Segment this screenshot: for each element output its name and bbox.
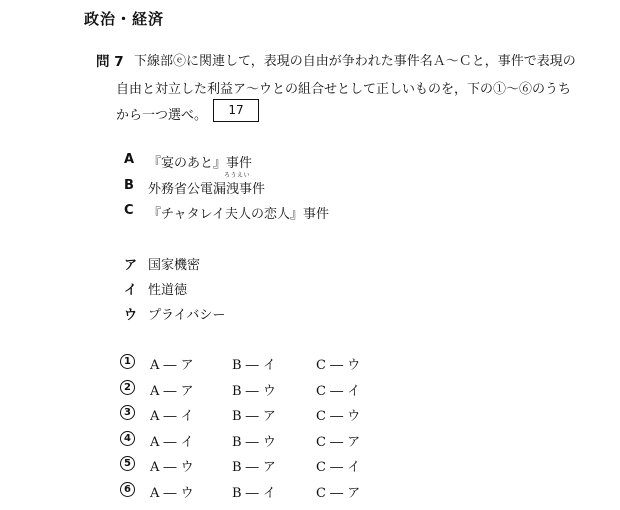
choice-6[interactable]	[120, 482, 380, 502]
choice-number: 5	[120, 456, 135, 471]
interest-key: ア	[124, 258, 138, 273]
question-text-line-2: 自由と対立した利益ア～ウとの組合せとして正しいものを，下の①～⑥のうち	[116, 82, 572, 97]
case-ruby: ろうえい	[224, 172, 251, 179]
choice-1[interactable]	[120, 354, 380, 374]
pair-a: A ― ア	[150, 358, 194, 373]
interest-key: ウ	[124, 308, 138, 323]
case-text: 『宴のあと』事件	[148, 156, 253, 171]
pair-b: B ― ウ	[232, 435, 276, 450]
pair-b: B ― ウ	[232, 384, 276, 399]
pair-c: C ― イ	[316, 384, 361, 399]
question-text-line-1: 下線部ⓔに関連して，表現の自由が争われた事件名Ａ～Ｃと，事件で表現の	[134, 54, 576, 69]
question-text-line-3: から一つ選べ。	[116, 108, 208, 123]
pair-c: C ― ウ	[316, 358, 361, 373]
choice-5[interactable]	[120, 456, 380, 476]
pair-a: A ― ウ	[150, 486, 194, 501]
case-text: 外務省公電漏洩事件	[148, 182, 266, 197]
choice-2[interactable]	[120, 380, 380, 400]
interest-text: 国家機密	[148, 258, 201, 273]
choice-number: 4	[120, 431, 135, 446]
interest-key: イ	[124, 283, 138, 298]
question-number: 問 7	[96, 54, 124, 70]
choice-number: 3	[120, 405, 135, 420]
pair-b: B ― イ	[232, 486, 276, 501]
choice-number: 2	[120, 380, 135, 395]
pair-c: C ― ア	[316, 486, 361, 501]
pair-a: A ― イ	[150, 409, 194, 424]
interest-text: プライバシー	[148, 308, 226, 323]
case-key: C	[124, 203, 134, 218]
pair-a: A ― ア	[150, 384, 194, 399]
answer-box[interactable]: 17	[213, 99, 259, 122]
pair-a: A ― イ	[150, 435, 194, 450]
pair-c: C ― イ	[316, 460, 361, 475]
case-key: B	[124, 178, 134, 193]
choice-3[interactable]	[120, 405, 380, 425]
pair-b: B ― ア	[232, 409, 276, 424]
case-key: A	[124, 152, 135, 167]
choice-4[interactable]	[120, 431, 380, 451]
pair-c: C ― ア	[316, 435, 361, 450]
pair-c: C ― ウ	[316, 409, 361, 424]
pair-a: A ― ウ	[150, 460, 194, 475]
pair-b: B ― ア	[232, 460, 276, 475]
subject-heading: 政治・経済	[84, 10, 165, 28]
case-text: 『チャタレイ夫人の恋人』事件	[148, 207, 329, 222]
interest-text: 性道徳	[148, 283, 188, 298]
choice-number: 6	[120, 482, 135, 497]
choice-number: 1	[120, 354, 135, 369]
pair-b: B ― イ	[232, 358, 276, 373]
